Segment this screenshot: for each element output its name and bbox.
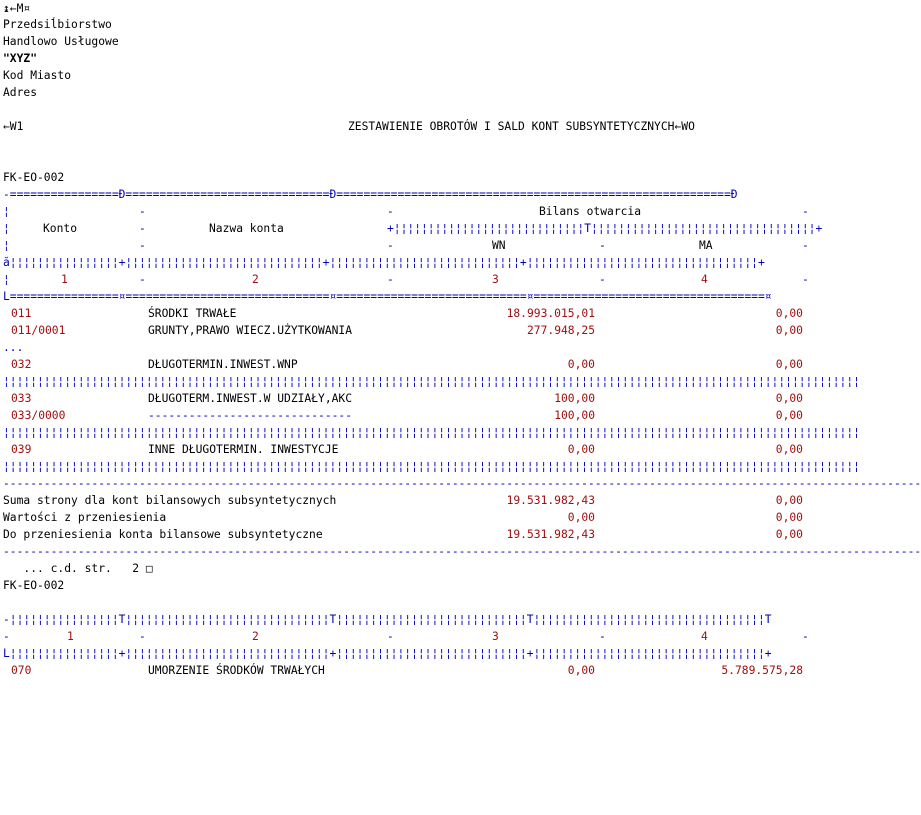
header-row-1: ¦ - - Bilans otwarcia - [3,205,809,218]
row-separator: ¦¦¦¦¦¦¦¦¦¦¦¦¦¦¦¦¦¦¦¦¦¦¦¦¦¦¦¦¦¦¦¦¦¦¦¦¦¦¦¦¦¦¦¦¦¦¦¦¦¦¦¦¦¦¦¦¦¦¦¦¦¦¦¦¦¦¦¦¦¦¦¦¦¦¦¦¦¦¦¦¦¦¦¦¦¦¦¦¦¦¦¦¦¦¦¦¦¦¦¦¦¦¦¦¦¦¦¦¦¦¦¦¦¦¦¦¦¦¦¦¦¦¦¦¦¦ [3,460,860,473]
table-row [3,662,811,679]
account-name: DŁUGOTERMIN.INWEST.WNP [148,358,298,371]
summary-top-border: --------------------------------------------------------------------------------------------------------------------------------------- [3,477,921,490]
account-name: UMORZENIE ŚRODKÓW TRWAŁYCH [148,664,325,677]
company-name-line2: Handlowo Usługowe [3,35,119,48]
page2-header-bottom: L¦¦¦¦¦¦¦¦¦¦¦¦¦¦¦¦+¦¦¦¦¦¦¦¦¦¦¦¦¦¦¦¦¦¦¦¦¦¦¦¦¦¦¦¦¦¦+¦¦¦¦¦¦¦¦¦¦¦¦¦¦¦¦¦¦¦¦¦¦¦¦¦¦¦¦+¦¦¦¦¦¦¦¦¦¦¦¦¦¦¦¦¦¦¦¦¦¦¦¦¦¦¦¦¦¦¦¦¦¦+ [3,647,772,660]
amount-wn: 0,00 [567,443,595,456]
header-row-2: ¦ Konto - Nazwa konta +¦¦¦¦¦¦¦¦¦¦¦¦¦¦¦¦¦¦¦¦¦¦¦¦¦¦¦¦T¦¦¦¦¦¦¦¦¦¦¦¦¦¦¦¦¦¦¦¦¦¦¦¦¦¦¦¦¦¦¦¦¦+ [3,222,823,235]
column-numbers: ¦ 1 - 2 - 3 - 4 - [3,273,809,286]
amount-ma: 0,00 [775,358,803,371]
table-row [3,441,811,458]
col-wn: WN [492,239,506,252]
header-top-border: -================Đ==============================Đ==========================================================Đ [3,188,738,201]
amount-ma: 0,00 [775,392,803,405]
col-ma: MA [699,239,713,252]
table-row [3,305,811,322]
table-row [3,322,811,339]
summary-label: Do przeniesienia konta bilansowe subsyntetyczne [3,528,323,541]
table-row [3,356,811,373]
col-num-4: 4 [701,273,708,286]
account-name: GRUNTY,PRAWO WIECZ.UŻYTKOWANIA [148,324,353,337]
account-name: ŚRODKI TRWAŁE [148,307,237,320]
table-row [3,407,811,424]
header-bottom-border: L================¤==============================¤============================¤==================================¤ [3,290,772,303]
col-num-1: 1 [61,273,68,286]
amount-ma: 0,00 [775,307,803,320]
summary-row [3,526,811,543]
account-number: 011/0001 [11,324,66,337]
form-code-text: FK-EO-002 [3,171,65,184]
col-num-3: 3 [492,630,499,643]
control-codes: ↨←M¤ [3,2,31,15]
amount-ma: 0,00 [775,443,803,456]
amount-wn: 100,00 [554,409,595,422]
summary-ma: 0,00 [775,528,803,541]
title-line [3,118,811,135]
account-number: 011 [11,307,32,320]
summary-wn: 19.531.982,43 [506,494,595,507]
col-num-4: 4 [701,630,708,643]
page-continuation: ... c.d. str. 2 □ [3,562,153,575]
amount-ma: 5.789.575,28 [721,664,803,677]
account-name: DŁUGOTERM.INWEST.W UDZIAŁY,AKC [148,392,353,405]
account-name: INNE DŁUGOTERMIN. INWESTYCJE [148,443,339,456]
summary-label: Suma strony dla kont bilansowych subsyntetycznych [3,494,337,507]
report-title: ZESTAWIENIE OBROTÓW I SALD KONT SUBSYNTETYCZNYCH←WO [348,120,695,133]
summary-row [3,492,811,509]
row-separator: ¦¦¦¦¦¦¦¦¦¦¦¦¦¦¦¦¦¦¦¦¦¦¦¦¦¦¦¦¦¦¦¦¦¦¦¦¦¦¦¦¦¦¦¦¦¦¦¦¦¦¦¦¦¦¦¦¦¦¦¦¦¦¦¦¦¦¦¦¦¦¦¦¦¦¦¦¦¦¦¦¦¦¦¦¦¦¦¦¦¦¦¦¦¦¦¦¦¦¦¦¦¦¦¦¦¦¦¦¦¦¦¦¦¦¦¦¦¦¦¦¦¦¦¦¦¦ [3,426,860,439]
summary-label: Wartości z przeniesienia [3,511,167,524]
col-num-3: 3 [492,273,499,286]
amount-wn: 100,00 [554,392,595,405]
company-address: Adres [3,86,38,99]
summary-row [3,509,811,526]
amount-ma: 0,00 [775,409,803,422]
account-number: 070 [11,664,32,677]
amount-wn: 277.948,25 [526,324,595,337]
header-row-3: ¦ - - WN - MA - [3,239,809,252]
header-separator: ă¦¦¦¦¦¦¦¦¦¦¦¦¦¦¦¦+¦¦¦¦¦¦¦¦¦¦¦¦¦¦¦¦¦¦¦¦¦¦¦¦¦¦¦¦¦+¦¦¦¦¦¦¦¦¦¦¦¦¦¦¦¦¦¦¦¦¦¦¦¦¦¦¦¦+¦¦¦¦¦¦¦¦¦¦¦¦¦¦¦¦¦¦¦¦¦¦¦¦¦¦¦¦¦¦¦¦¦¦+ [3,256,765,269]
col-nazwa-konta: Nazwa konta [209,222,284,235]
col-num-2: 2 [252,273,259,286]
account-number: 032 [11,358,32,371]
company-city: Kod Miasto [3,69,72,82]
amount-wn: 0,00 [567,664,595,677]
form-code [3,169,811,186]
row-separator: ¦¦¦¦¦¦¦¦¦¦¦¦¦¦¦¦¦¦¦¦¦¦¦¦¦¦¦¦¦¦¦¦¦¦¦¦¦¦¦¦¦¦¦¦¦¦¦¦¦¦¦¦¦¦¦¦¦¦¦¦¦¦¦¦¦¦¦¦¦¦¦¦¦¦¦¦¦¦¦¦¦¦¦¦¦¦¦¦¦¦¦¦¦¦¦¦¦¦¦¦¦¦¦¦¦¦¦¦¦¦¦¦¦¦¦¦¦¦¦¦¦¦¦¦¦¦ [3,375,860,388]
account-number: 033 [11,392,32,405]
col-konto: Konto [43,222,78,235]
summary-bottom-border: --------------------------------------------------------------------------------------------------------------------------------------- [3,545,921,558]
company-name-line3: "XYZ" [3,52,38,65]
col-bilans-otwarcia: Bilans otwarcia [539,205,642,218]
company-name-line1: Przedsiĺbiorstwo [3,18,112,31]
summary-ma: 0,00 [775,511,803,524]
ellipsis: ... [3,341,24,354]
page2-header-border: -¦¦¦¦¦¦¦¦¦¦¦¦¦¦¦¦T¦¦¦¦¦¦¦¦¦¦¦¦¦¦¦¦¦¦¦¦¦¦¦¦¦¦¦¦¦¦T¦¦¦¦¦¦¦¦¦¦¦¦¦¦¦¦¦¦¦¦¦¦¦¦¦¦¦¦T¦¦¦¦¦¦¦¦¦¦¦¦¦¦¦¦¦¦¦¦¦¦¦¦¦¦¦¦¦¦¦¦¦¦T [3,613,772,626]
col-num-1: 1 [67,630,74,643]
amount-ma: 0,00 [775,324,803,337]
summary-ma: 0,00 [775,494,803,507]
width-code: ←W1 [3,120,24,133]
col-num-2: 2 [252,630,259,643]
summary-wn: 19.531.982,43 [506,528,595,541]
amount-wn: 0,00 [567,358,595,371]
table-row [3,390,811,407]
account-number: 039 [11,443,32,456]
summary-wn: 0,00 [567,511,595,524]
account-number: 033/0000 [11,409,66,422]
form-code-page2: FK-EO-002 [3,579,65,592]
account-name: ------------------------------ [148,409,353,422]
amount-wn: 18.993.015,01 [506,307,595,320]
page2-column-numbers: - 1 - 2 - 3 - 4 - [3,630,809,643]
